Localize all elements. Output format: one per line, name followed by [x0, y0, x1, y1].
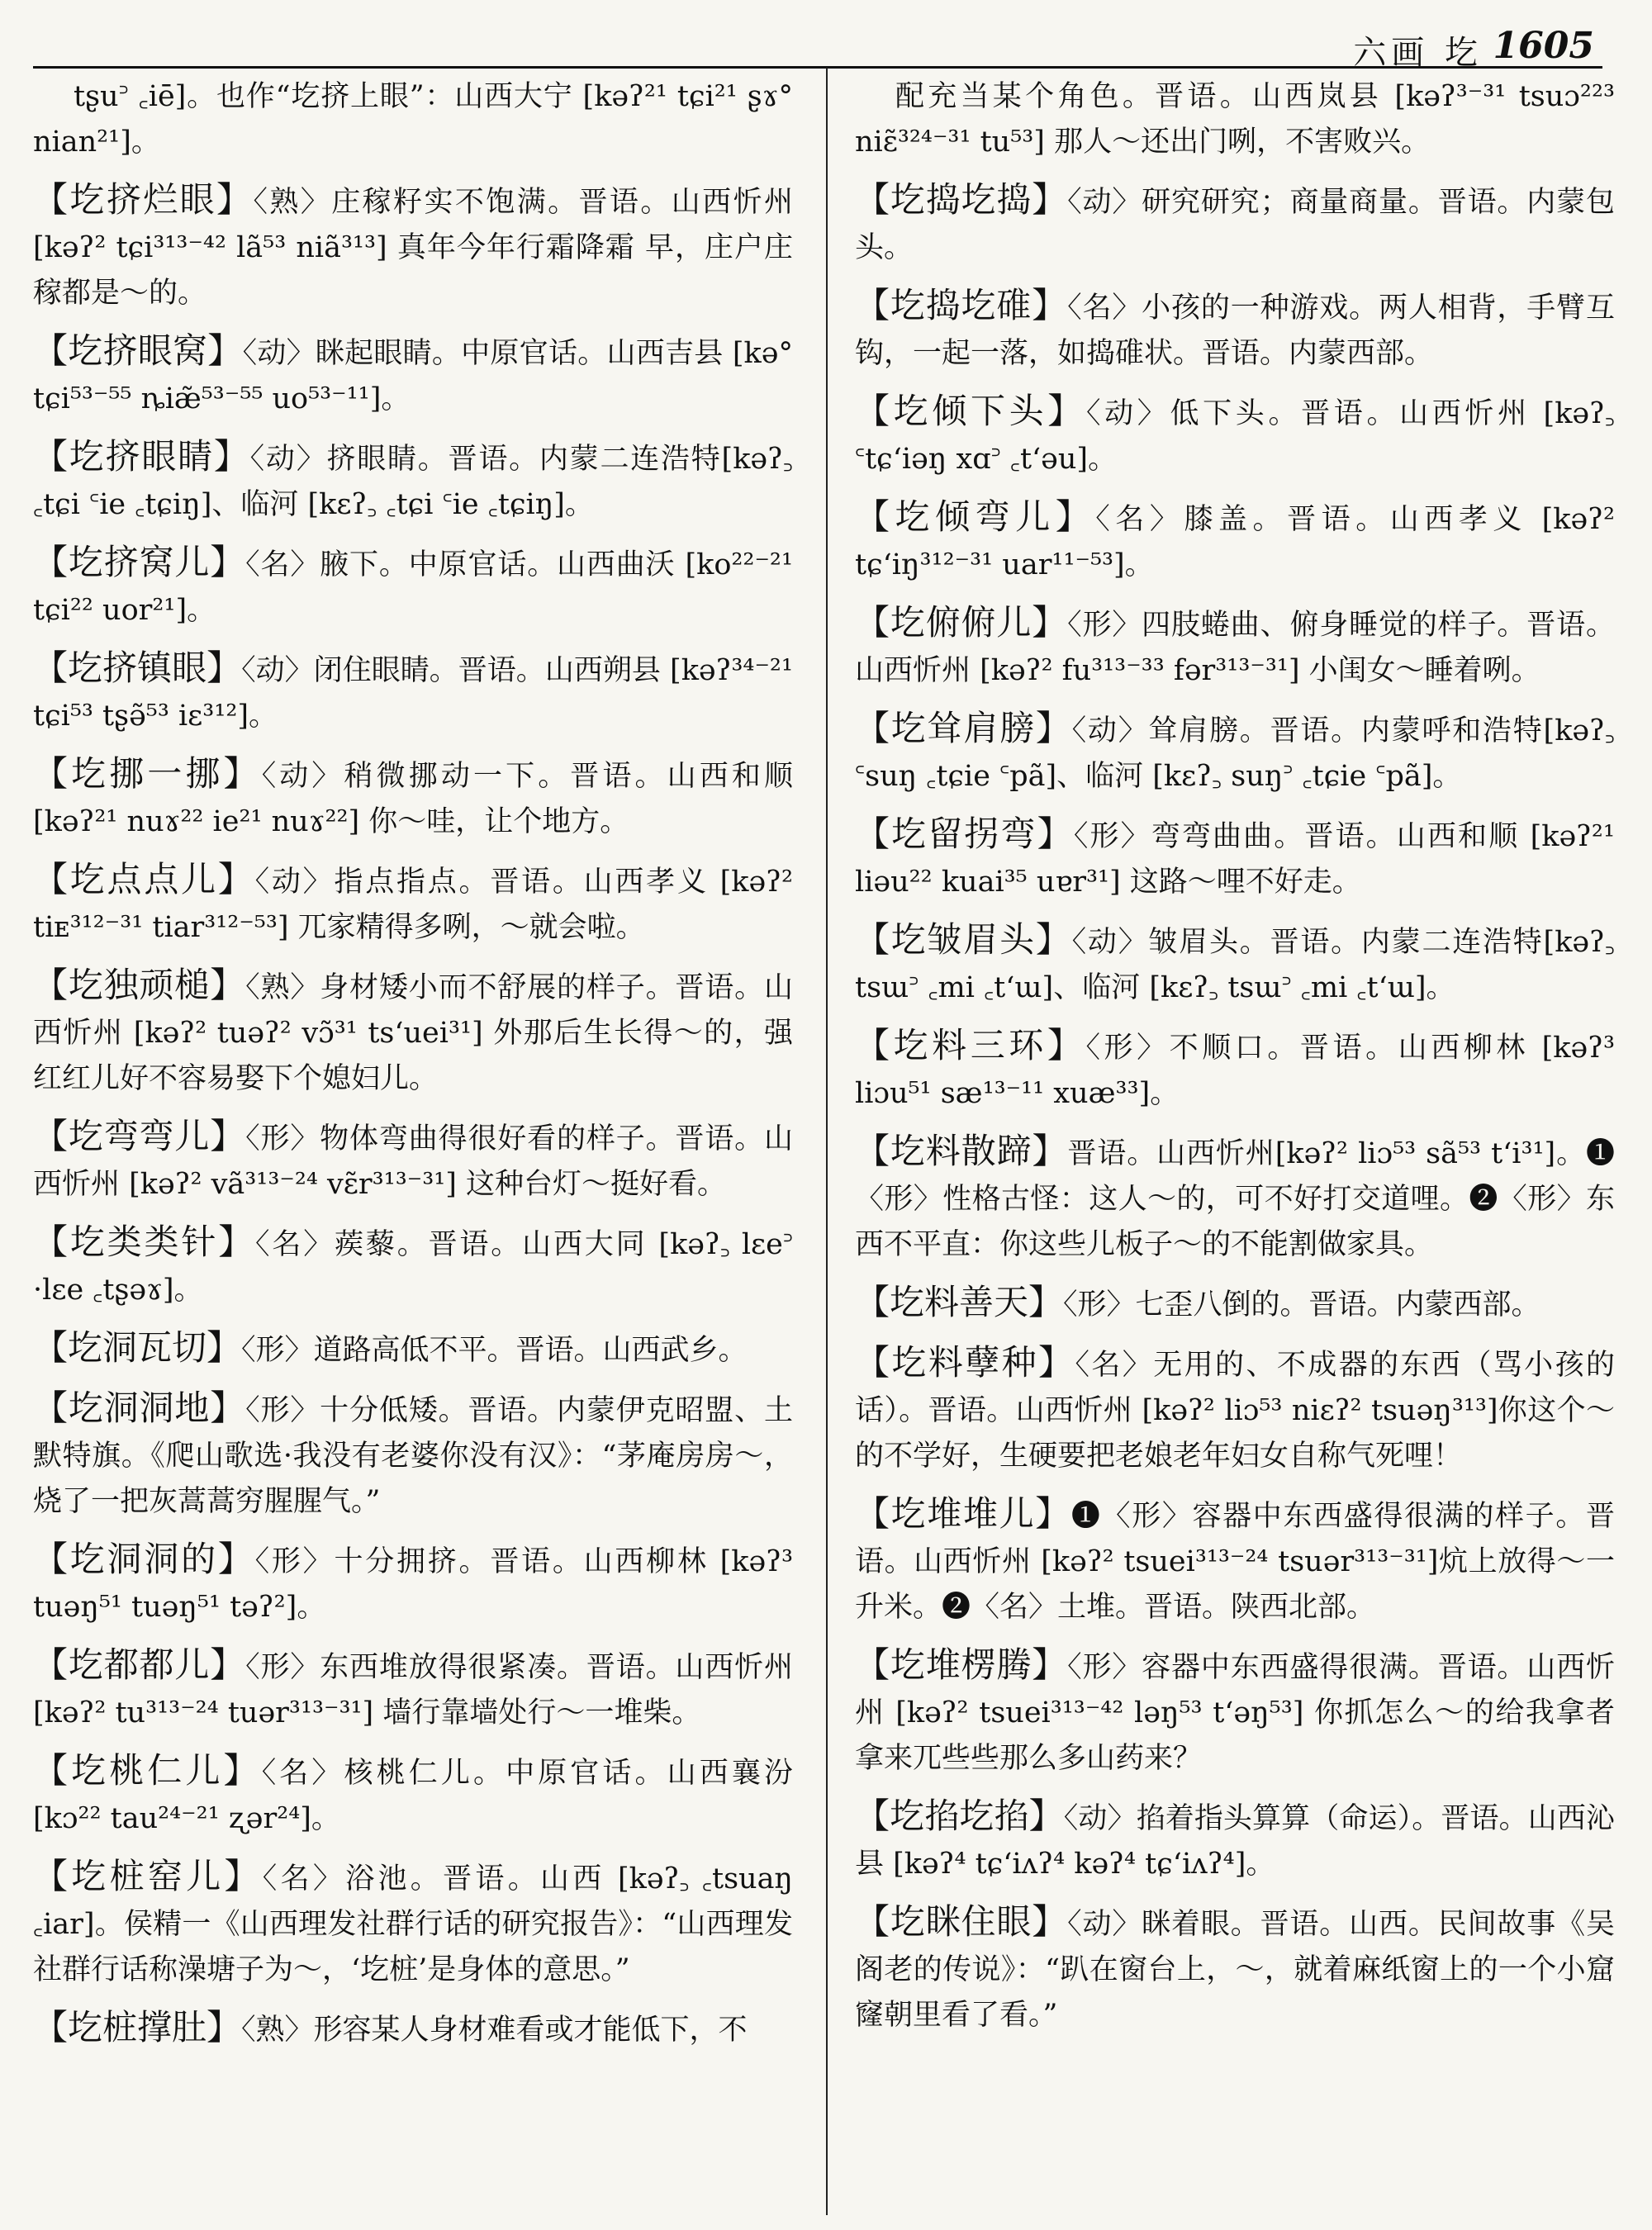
dictionary-entry: [33, 1325, 793, 1374]
page-number: 1605: [1493, 25, 1594, 67]
dictionary-entry: [33, 1385, 793, 1525]
entry-definition: 〈名〉无用的、不成器的东西（骂小孩的话）。晋语。山西忻州 [kəʔ² liɔ⁵³ niɛʔ² tsuəŋ³¹³]你这个～的不学好，生硬要把老娘老年妇女自称气死哩！: [855, 1349, 1615, 1473]
entry-definition: 〈形〉不顺口。晋语。山西柳林 [kəʔ³ liɔu⁵¹ sæ¹³⁻¹¹ xuæ³³]。: [855, 1032, 1615, 1110]
dictionary-entry: [855, 74, 1615, 165]
entry-definition: 〈熟〉形容某人身材难看或才能低下，不: [241, 2014, 748, 2047]
entry-headword: 【圪耸肩膀】: [855, 708, 1072, 748]
entry-headword: 【圪桩窑儿】: [33, 1856, 263, 1896]
dictionary-entry: [33, 328, 793, 422]
entry-headword: 【圪堆楞腾】: [855, 1644, 1068, 1685]
entry-definition: 〈名〉小孩的一种游戏。两人相背，手臂互钩，一起一落，如捣碓状。晋语。内蒙西部。: [855, 292, 1615, 370]
entry-definition: 〈形〉东西堆放得很紧凑。晋语。山西忻州 [kəʔ² tu³¹³⁻²⁴ tuər³¹³⁻³¹] 墙行靠墙处行～一堆柴。: [33, 1651, 793, 1729]
dictionary-entry: [855, 600, 1615, 694]
entry-definition: 〈熟〉身材矮小而不舒展的样子。晋语。山西忻州 [kəʔ² tuəʔ² vɔ̃³¹ tsʻuei³¹] 外那后生长得～的，强红红儿好不容易娶下个媳妇儿。: [33, 971, 793, 1095]
entry-definition: 〈动〉低下头。晋语。山西忻州 [kəʔ꜆ ꜂tɕʻiəŋ xɑ꜄ ꜀tʻəu]。: [855, 397, 1615, 476]
entry-definition: 〈名〉核桃仁儿。中原官话。山西襄汾 [kɔ²² tau²⁴⁻²¹ ʐər²⁴]。: [33, 1757, 793, 1835]
entry-definition: 〈名〉蒺藜。晋语。山西大同 [kəʔ꜆ lɛe꜄ ·lɛe ꜀tʂəɤ]。: [33, 1228, 793, 1307]
entry-headword: 【圪挤烂眼】: [33, 179, 254, 220]
dictionary-entry: [855, 917, 1615, 1011]
entry-definition: 〈形〉物体弯曲得很好看的样子。晋语。山西忻州 [kəʔ² vã³¹³⁻²⁴ vɛ̃r³¹³⁻³¹] 这种台灯～挺好看。: [33, 1122, 793, 1201]
entry-headword: 【圪倾弯儿】: [855, 496, 1096, 537]
entry-headword: 【圪料散蹄】: [855, 1131, 1068, 1171]
dictionary-entry: [33, 1219, 793, 1313]
dictionary-entry: [33, 539, 793, 633]
dictionary-entry: [33, 74, 793, 165]
entry-definition: 〈形〉七歪八倒的。晋语。内蒙西部。: [1063, 1288, 1540, 1321]
entry-definition: 〈动〉挤眼睛。晋语。内蒙二连浩特[kəʔ꜆ ꜀tɕi ꜂ie ꜀tɕiŋ]、临河 [kɛʔ꜆ ꜀tɕi ꜂ie ꜀tɕiŋ]。: [33, 443, 793, 521]
entry-headword: 【圪洞洞地】: [33, 1388, 246, 1428]
dictionary-entry: [855, 705, 1615, 799]
entry-definition: 晋语。山西忻州[kəʔ² liɔ⁵³ sã⁵³ tʻi³¹]。❶〈形〉性格古怪：这人～的，可不好打交道哩。❷〈形〉东西不平直：你这些儿板子～的不能割做家具。: [855, 1137, 1615, 1261]
dictionary-entry: [33, 1536, 793, 1630]
dictionary-entry: [33, 645, 793, 739]
dictionary-entry: [855, 282, 1615, 377]
entry-definition: 〈形〉四肢蜷曲、俯身睡觉的样子。晋语。山西忻州 [kəʔ² fu³¹³⁻³³ fər³¹³⁻³¹] 小闺女～睡着咧。: [855, 609, 1615, 687]
entry-definition: 配充当某个角色。晋语。山西岚县 [kəʔ³⁻³¹ tsuɔ²²³ niɛ̃³²⁴⁻³¹ tu⁵³] 那人～还出门咧，不害败兴。: [855, 80, 1615, 159]
entry-headword: 【圪料孽种】: [855, 1342, 1075, 1383]
entry-definition: 〈动〉眯起眼睛。中原官话。山西吉县 [kə° tɕi⁵³⁻⁵⁵ ȵiæ̃⁵³⁻⁵⁵ uo⁵³⁻¹¹]。: [33, 337, 793, 415]
entry-headword: 【圪挪一挪】: [33, 753, 262, 794]
dictionary-entry: [33, 962, 793, 1102]
entry-headword: 【圪皱眉头】: [855, 919, 1072, 960]
entry-definition: 〈动〉闭住眼睛。晋语。山西朔县 [kəʔ³⁴⁻²¹ tɕi⁵³ tʂə̃⁵³ iɛ³¹²]。: [33, 654, 793, 733]
entry-definition: 〈形〉十分拥挤。晋语。山西柳林 [kəʔ³ tuəŋ⁵¹ tuəŋ⁵¹ təʔ²]。: [33, 1545, 793, 1624]
entry-definition: 〈名〉腋下。中原官话。山西曲沃 [ko²²⁻²¹ tɕi²² uor²¹]。: [33, 548, 793, 627]
dictionary-entry: [855, 388, 1615, 482]
entry-definition: 〈熟〉庄稼籽实不饱满。晋语。山西忻州 [kəʔ² tɕi³¹³⁻⁴² lã⁵³ niã³¹³] 真年今年行霜降霜 早，庄户庄稼都是～的。: [33, 186, 793, 310]
dictionary-entry: [855, 1279, 1615, 1328]
entry-headword: 【圪洞瓦切】: [33, 1327, 242, 1368]
entry-headword: 【圪倾下头】: [855, 391, 1086, 431]
entry-headword: 【圪类类针】: [33, 1222, 256, 1262]
entry-headword: 【圪挤眼睛】: [33, 436, 250, 477]
entry-headword: 【圪掐圪掐】: [855, 1796, 1064, 1836]
dictionary-entry: [33, 1853, 793, 1993]
entry-definition: 〈动〉指点指点。晋语。山西孝义 [kəʔ² tiᴇ³¹²⁻³¹ tiar³¹²⁻⁵³] 兀家精得多咧，～就会啦。: [33, 866, 793, 944]
entry-headword: 【圪桃仁儿】: [33, 1750, 262, 1791]
entry-definition: 〈动〉眯着眼。晋语。山西。民间故事《吴阁老的传说》：“趴在窗台上，～，就着麻纸窗上的一个小窟窿朝里看了看。”: [855, 1908, 1615, 2032]
entry-headword: 【圪捣圪捣】: [855, 179, 1068, 220]
entry-headword: 【圪挤镇眼】: [33, 648, 242, 688]
dictionary-entry: [855, 1642, 1615, 1782]
entry-definition: 〈形〉弯弯曲曲。晋语。山西和顺 [kəʔ²¹ liəu²² kuai³⁵ uɐr³¹] 这路～哩不好走。: [855, 820, 1615, 899]
entry-headword: 【圪独顽槌】: [33, 965, 246, 1005]
dictionary-entry: [855, 1899, 1615, 2038]
entry-definition: 〈动〉掐着指头算算（命运）。晋语。山西沁县 [kəʔ⁴ tɕʻiʌʔ⁴ kəʔ⁴ tɕʻiʌʔ⁴]。: [855, 1802, 1615, 1881]
entry-definition: ❶〈形〉容器中东西盛得很满的样子。晋语。山西忻州 [kəʔ² tsuei³¹³⁻²⁴ tsuər³¹³⁻³¹]炕上放得～一升米。❷〈名〉土堆。晋语。陕西北部。: [855, 1500, 1615, 1624]
entry-headword: 【圪洞洞的】: [33, 1539, 255, 1579]
entry-definition: 〈动〉研究研究；商量商量。晋语。内蒙包头。: [855, 186, 1615, 264]
right-column: [855, 74, 1615, 2050]
entry-definition: 〈形〉十分低矮。晋语。内蒙伊克昭盟、土默特旗。《爬山歌选·我没有老婆你没有汉》：“茅庵房房～，烧了一把灰蒿蒿穷腥腥气。”: [33, 1394, 793, 1518]
entry-headword: 【圪料善天】: [855, 1282, 1064, 1322]
dictionary-entry: [855, 1128, 1615, 1268]
left-column: [33, 74, 793, 2065]
entry-headword: 【圪料三环】: [855, 1025, 1086, 1065]
entry-headword: 【圪桩撑肚】: [33, 2007, 242, 2047]
entry-headword: 【圪弯弯儿】: [33, 1116, 246, 1156]
dictionary-entry: [855, 811, 1615, 905]
entry-headword: 【圪捣圪碓】: [855, 285, 1068, 325]
entry-headword: 【圪留拐弯】: [855, 814, 1074, 854]
dictionary-entry: [855, 1491, 1615, 1630]
column-divider: [826, 68, 828, 2215]
entry-definition: tʂu꜄ ꜀iē]。也作“圪挤上眼”：山西大宁 [kəʔ²¹ tɕi²¹ ʂɤ° nian²¹]。: [33, 80, 793, 159]
entry-definition: 〈动〉皱眉头。晋语。内蒙二连浩特[kəʔ꜆ tsɯ꜄ ꜀mi ꜀tʻɯ]、临河 [kɛʔ꜆ tsɯ꜄ ꜀mi ꜀tʻɯ]。: [855, 926, 1615, 1004]
dictionary-entry: [33, 1113, 793, 1208]
entry-headword: 【圪堆堆儿】: [855, 1493, 1071, 1534]
entry-definition: 〈名〉膝盖。晋语。山西孝义 [kəʔ² tɕʻiŋ³¹²⁻³¹ uar¹¹⁻⁵³]。: [855, 503, 1615, 581]
entry-headword: 【圪挤窝儿】: [33, 542, 246, 582]
header-rule: [33, 66, 1602, 69]
dictionary-entry: [33, 1748, 793, 1842]
page-header: [0, 18, 1652, 72]
dictionary-entry: [33, 751, 793, 845]
dictionary-entry: [33, 177, 793, 316]
dictionary-entry: [855, 1793, 1615, 1887]
entry-definition: 〈形〉容器中东西盛得很满。晋语。山西忻州 [kəʔ² tsuei³¹³⁻⁴² ləŋ⁵³ tʻəŋ⁵³] 你抓怎么～的给我拿者拿来兀些些那么多山药来？: [855, 1651, 1615, 1775]
entry-headword: 【圪俯俯儿】: [855, 602, 1068, 643]
entry-headword: 【圪眯住眼】: [855, 1901, 1068, 1942]
dictionary-entry: [33, 856, 793, 951]
dictionary-entry: [33, 434, 793, 528]
running-head-title: 六画 圪: [1353, 34, 1483, 72]
entry-definition: 〈动〉耸肩膀。晋语。内蒙呼和浩特[kəʔ꜆ ꜂suŋ ꜀tɕie ꜂pã]、临河 [kɛʔ꜆ suŋ꜄ ꜀tɕie ꜂pã]。: [855, 714, 1615, 793]
entry-headword: 【圪点点儿】: [33, 859, 255, 899]
dictionary-entry: [855, 1022, 1615, 1117]
dictionary-entry: [855, 177, 1615, 271]
entry-definition: 〈动〉稍微挪动一下。晋语。山西和顺 [kəʔ²¹ nuɤ²² ie²¹ nuɤ²²] 你～哇，让个地方。: [33, 760, 793, 838]
entry-definition: 〈形〉道路高低不平。晋语。山西武乡。: [241, 1334, 748, 1367]
entry-definition: 〈名〉浴池。晋语。山西 [kəʔ꜆ ꜀tsuaŋ ꜀iar]。侯精一《山西理发社群行话的研究报告》：“山西理发社群行话称澡塘子为～，‘圪桩’是身体的意思。”: [33, 1862, 793, 1986]
entry-headword: 【圪挤眼窝】: [33, 330, 243, 371]
dictionary-entry: [33, 1642, 793, 1736]
dictionary-entry: [855, 1340, 1615, 1479]
entry-headword: 【圪都都儿】: [33, 1644, 246, 1685]
dictionary-entry: [855, 494, 1615, 588]
dictionary-entry: [33, 2005, 793, 2053]
